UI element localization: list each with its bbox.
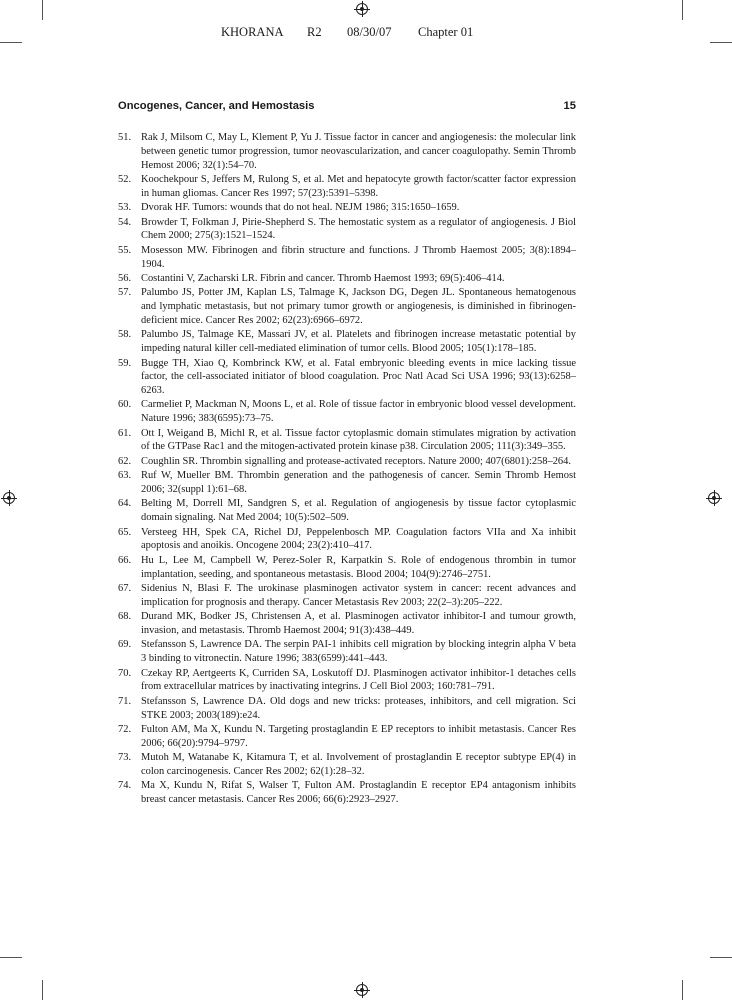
reference-text: Browder T, Folkman J, Pirie-Shepherd S. The hemostatic system as a regulator of angiogenesis. J Biol Chem 2000; 275(3):1521–1524. (141, 216, 576, 242)
reference-text: Koochekpour S, Jeffers M, Rulong S, et al. Met and hepatocyte growth factor/scatter factor expression in human gliomas. Cancer Res 1997; 57(23):5391–5398. (141, 173, 576, 199)
crop-mark (710, 42, 732, 43)
reference-number: 63. (118, 470, 132, 482)
reference-item (118, 667, 576, 695)
reference-text: Sidenius N, Blasi F. The urokinase plasminogen activator system in cancer: recent advances and implication for prognosis and therapy. Cancer Metastasis Rev 2003; 22(2–3):205–222. (141, 583, 576, 608)
reference-item (118, 469, 576, 497)
reference-number: 62. (118, 455, 132, 467)
reference-number: 56. (118, 272, 132, 284)
reference-number: 59. (118, 357, 132, 369)
reference-item (118, 582, 576, 610)
reference-number: 66. (118, 554, 132, 566)
reference-text: Durand MK, Bodker JS, Christensen A, et al. Plasminogen activator inhibitor-I and tumour growth, invasion, and metastasis. Thromb Haemost 2004; 91(3):438–449. (141, 611, 576, 636)
running-head (118, 100, 576, 112)
crop-mark (0, 42, 22, 43)
registration-mark-icon (708, 492, 720, 504)
slug-date: 08/30/07 (347, 25, 392, 39)
reference-item (118, 286, 576, 327)
reference-text: Stefansson S, Lawrence DA. The serpin PAI-1 inhibits cell migration by blocking integrin alpha V beta 3 binding to vitronectin. Nature 1996; 383(6599):441–443. (141, 639, 576, 665)
reference-number: 70. (118, 667, 132, 679)
page-number: 15 (563, 100, 576, 112)
reference-item (118, 497, 576, 525)
reference-number: 65. (118, 526, 132, 538)
chapter-title: Oncogenes, Cancer, and Hemostasis (118, 100, 315, 112)
reference-text: Mosesson MW. Fibrinogen and fibrin structure and functions. J Thromb Haemost 2005; 3(8):1894–1904. (141, 244, 576, 270)
reference-number: 51. (118, 132, 132, 143)
reference-item (118, 357, 576, 398)
reference-number: 52. (118, 173, 132, 185)
reference-number: 74. (118, 780, 132, 792)
reference-item (118, 526, 576, 554)
reference-list (118, 131, 576, 808)
registration-mark-icon (356, 3, 368, 15)
crop-mark (42, 980, 43, 1000)
slug-author: KHORANA (221, 25, 284, 39)
reference-text: Fulton AM, Ma X, Kundu N. Targeting prostaglandin E EP receptors to inhibit metastasis. Cancer Res 2006; 66(20):9794–9797. (141, 723, 576, 749)
reference-text: Belting M, Dorrell MI, Sandgren S, et al. Regulation of angiogenesis by tissue factor cytoplasmic domain signaling. Nat Med 2004; 10(5):502–509. (141, 498, 576, 524)
registration-mark-icon (3, 492, 15, 504)
reference-number: 54. (118, 216, 132, 228)
reference-item (118, 216, 576, 244)
reference-item (118, 427, 576, 455)
reference-text: Bugge TH, Xiao Q, Kombrinck KW, et al. Fatal embryonic bleeding events in mice lacking tissue factor, the cell-associated initiator of blood coagulation. Proc Natl Acad Sci USA 1996; 93(13):6258–6263. (141, 357, 576, 397)
reference-number: 71. (118, 695, 132, 707)
reference-text: Versteeg HH, Spek CA, Richel DJ, Peppelenbosch MP. Coagulation factors VIIa and Xa inhibit apoptosis and anoikis. Oncogene 2004; 23(2):410–417. (141, 526, 576, 552)
reference-item (118, 695, 576, 723)
reference-item (118, 201, 576, 215)
reference-number: 61. (118, 427, 132, 439)
reference-text: Rak J, Milsom C, May L, Klement P, Yu J. Tissue factor in cancer and angiogenesis: the molecular link between genetic tumor progression, tumor neovascularization, and cancer coagulopathy. Semin Thromb Hemost 2006; 32(1):54–70. (141, 132, 576, 171)
reference-item (118, 751, 576, 779)
crop-mark (682, 0, 683, 20)
reference-item (118, 272, 576, 286)
reference-number: 55. (118, 244, 132, 256)
reference-text: Hu L, Lee M, Campbell W, Perez-Soler R, Karpatkin S. Role of endogenous thrombin in tumor implantation, seeding, and spontaneous metastasis. Blood 2004; 104(9):2746–2751. (141, 554, 576, 580)
reference-text: Stefansson S, Lawrence DA. Old dogs and new tricks: proteases, inhibitors, and cell migration. Sci STKE 2003; 2003(189):e24. (141, 695, 576, 721)
reference-number: 67. (118, 583, 132, 594)
reference-number: 72. (118, 723, 132, 735)
reference-text: Mutoh M, Watanabe K, Kitamura T, et al. Involvement of prostaglandin E receptor subtype EP(4) in colon carcinogenesis. Cancer Res 2002; 62(1):28–32. (141, 752, 576, 777)
crop-mark (682, 980, 683, 1000)
registration-mark-icon (356, 984, 368, 996)
reference-text: Ott I, Weigand B, Michl R, et al. Tissue factor cytoplasmic domain stimulates migration by activation of the GTPase Rac1 and the mitogen-activated protein kinase p38. Circulation 2005; 111(3):349–355. (141, 427, 576, 453)
reference-text: Czekay RP, Aertgeerts K, Curriden SA, Loskutoff DJ. Plasminogen activator inhibitor-1 detaches cells from extracellular matrices by inactivating integrins. J Cell Biol 2003; 160:781–791. (141, 667, 576, 693)
reference-item (118, 398, 576, 426)
reference-item (118, 723, 576, 751)
reference-item (118, 455, 576, 469)
reference-number: 73. (118, 752, 132, 764)
reference-number: 64. (118, 498, 132, 510)
reference-item (118, 554, 576, 582)
reference-text: Ruf W, Mueller BM. Thrombin generation and the pathogenesis of cancer. Semin Thromb Hemost 2006; 32(suppl 1):61–68. (141, 470, 576, 496)
reference-text: Coughlin SR. Thrombin signalling and protease-activated receptors. Nature 2000; 407(6801):258–264. (141, 455, 571, 467)
reference-text: Ma X, Kundu N, Rifat S, Walser T, Fulton AM. Prostaglandin E receptor EP4 antagonism inhibits breast cancer metastasis. Cancer Res 2006; 66(6):2923–2927. (141, 780, 576, 806)
reference-item (118, 328, 576, 356)
reference-item (118, 779, 576, 807)
slug-chapter: Chapter 01 (418, 25, 474, 39)
reference-item (118, 131, 576, 172)
crop-mark (0, 957, 22, 958)
reference-item (118, 610, 576, 638)
reference-text: Carmeliet P, Mackman N, Moons L, et al. Role of tissue factor in embryonic blood vessel development. Nature 1996; 383(6595):73–75. (141, 399, 576, 425)
reference-number: 57. (118, 287, 132, 299)
reference-item (118, 244, 576, 272)
reference-number: 58. (118, 329, 132, 341)
reference-text: Costantini V, Zacharski LR. Fibrin and cancer. Thromb Haemost 1993; 69(5):406–414. (141, 272, 505, 284)
reference-item (118, 173, 576, 201)
crop-mark (710, 957, 732, 958)
printer-slug (0, 25, 732, 41)
reference-text: Dvorak HF. Tumors: wounds that do not heal. NEJM 1986; 315:1650–1659. (141, 202, 460, 214)
slug-revision: R2 (307, 25, 322, 39)
reference-text: Palumbo JS, Potter JM, Kaplan LS, Talmage K, Jackson DG, Degen JL. Spontaneous hematogenous and lymphatic metastasis, but not primary tumor growth or angiogenesis, is diminished in fibrinogen-deficient mice. Cancer Res 2002; 62(23):6966–6972. (141, 287, 576, 326)
reference-item (118, 638, 576, 666)
crop-mark (42, 0, 43, 20)
reference-number: 69. (118, 639, 132, 651)
reference-text: Palumbo JS, Talmage KE, Massari JV, et al. Platelets and fibrinogen increase metastatic potential by impeding natural killer cell-mediated elimination of tumor cells. Blood 2005; 105(1):178–185. (141, 329, 576, 355)
reference-number: 53. (118, 202, 132, 214)
reference-number: 68. (118, 611, 132, 623)
reference-number: 60. (118, 399, 132, 411)
